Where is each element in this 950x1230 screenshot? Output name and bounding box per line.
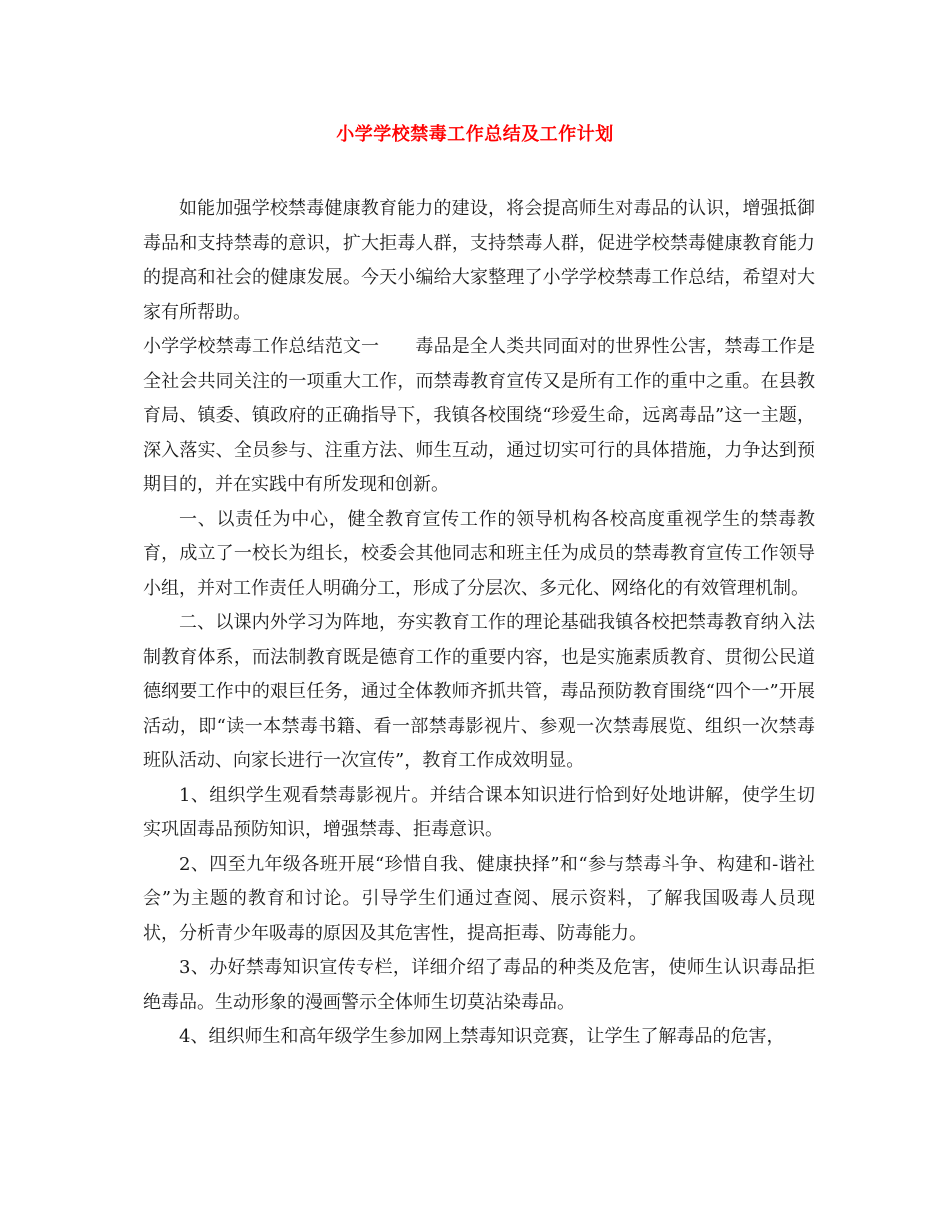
sample-paragraph xyxy=(143,330,815,503)
section-two-paragraph: 二、以课内外学习为阵地，夯实教育工作的理论基础我镇各校把禁毒教育纳入法制教育体系，而法制教育既是德育工作的重要内容，也是实施素质教育、贯彻公民道德纲要工作中的艰巨任务，通过全体教师齐抓共管，毒品预防教育围绕“四个一”开展活动，即“读一本禁毒书籍、看一部禁毒影视片、参观一次禁毒展览、组织一次禁毒班队活动、向家长进行一次宣传”，教育工作成效明显。 xyxy=(143,612,815,771)
item-four-paragraph: 4、组织师生和高年级学生参加网上禁毒知识竞赛，让学生了解毒品的危害， xyxy=(179,1026,785,1047)
sample-body: 毒品是全人类共同面对的世界性公害，禁毒工作是全社会共同关注的一项重大工作，而禁毒教育宣传又是所有工作的重中之重。在县教育局、镇委、镇政府的正确指导下，我镇各校围绕“珍爱生命，远离毒品”这一主题，深入落实、全员参与、注重方法、师生互动，通过切实可行的具体措施，力争达到预期目的，并在实践中有所发现和创新。 xyxy=(143,336,816,495)
item-one-paragraph: 1、组织学生观看禁毒影视片。并结合课本知识进行恰到好处地讲解，使学生切实巩固毒品预防知识，增强禁毒、拒毒意识。 xyxy=(143,784,815,840)
document-body xyxy=(143,192,815,1055)
section-one-paragraph: 一、以责任为中心，健全教育宣传工作的领导机构各校高度重视学生的禁毒教育，成立了一校长为组长，校委会其他同志和班主任为成员的禁毒教育宣传工作领导小组，并对工作责任人明确分工，形成了分层次、多元化、网络化的有效管理机制。 xyxy=(143,508,815,599)
document-title: 小学学校禁毒工作总结及工作计划 xyxy=(336,124,614,145)
item-three-paragraph: 3、办好禁毒知识宣传专栏，详细介绍了毒品的种类及危害，使师生认识毒品拒绝毒品。生动形象的漫画警示全体师生切莫沾染毒品。 xyxy=(143,957,815,1013)
intro-paragraph: 如能加强学校禁毒健康教育能力的建设，将会提高师生对毒品的认识，增强抵御毒品和支持禁毒的意识，扩大拒毒人群，支持禁毒人群，促进学校禁毒健康教育能力的提高和社会的健康发展。今天小编给大家整理了小学学校禁毒工作总结，希望对大家有所帮助。 xyxy=(143,198,815,323)
sample-heading: 小学学校禁毒工作总结范文一 xyxy=(143,336,380,357)
item-two-paragraph: 2、四至九年级各班开展“珍惜自我、健康抉择”和“参与禁毒斗争、构建和-谐社会”为主题的教育和讨论。引导学生们通过查阅、展示资料，了解我国吸毒人员现状，分析青少年吸毒的原因及其危害性，提高拒毒、防毒能力。 xyxy=(143,853,815,944)
